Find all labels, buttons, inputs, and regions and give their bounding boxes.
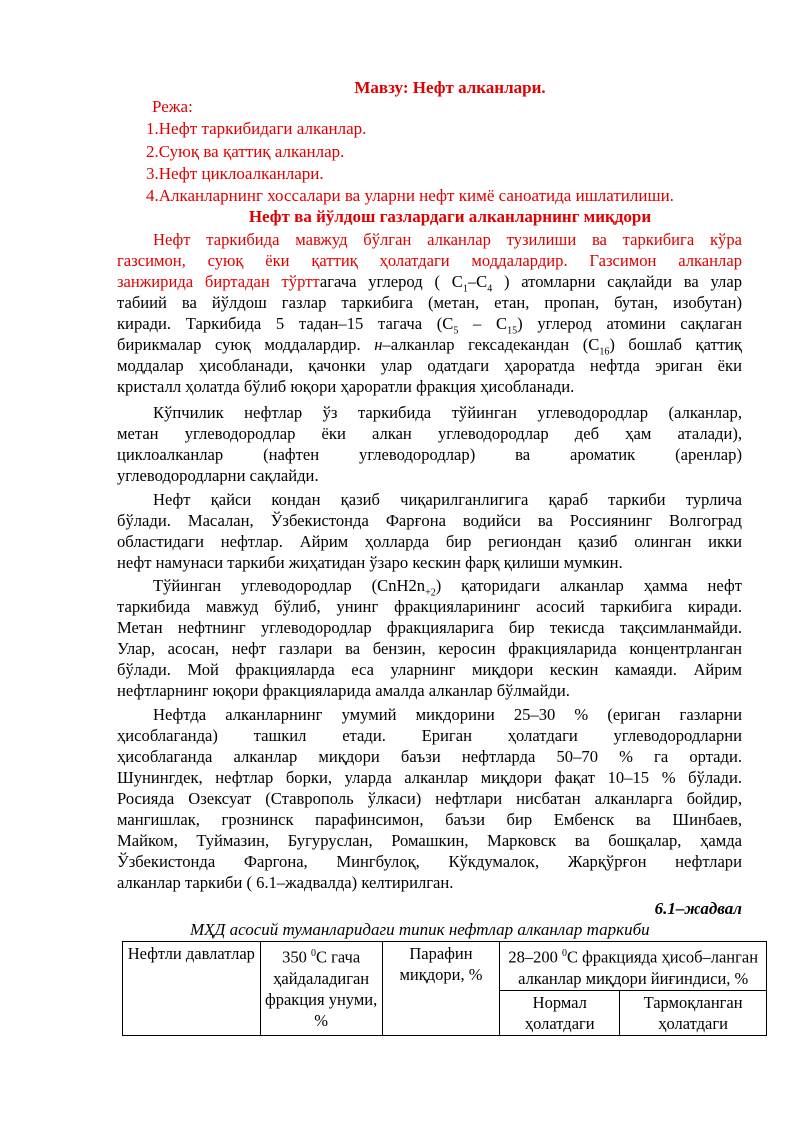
- header-branched: Тармоқланган ҳолатдаги: [620, 990, 767, 1035]
- paragraph-line: Улар, асосан, нефт газлари ва бензин, керосин фракцияларида концентрланган: [117, 639, 742, 658]
- paragraph-text: н: [374, 335, 383, 354]
- paragraph-line: таркибида мавжуд бўлиб, унинг фракцияларининг асосий таркибига киради.: [117, 597, 742, 616]
- paragraph-line: Шунингдек, нефтлар борки, уларда алканлар миқдори фақат 10–15 % бўлади.: [117, 768, 742, 787]
- page-title: Мавзу: Нефт алканлари.: [354, 78, 546, 97]
- paragraph-text: – C: [458, 314, 508, 333]
- paragraph-line: Майком, Туймазин, Бугуруслан, Ромашкин, Марковск ва бошқалар, ҳамда: [117, 831, 742, 850]
- subscript: +2: [425, 587, 436, 599]
- header-text: С гача ҳайдаладиган фракция унуми, %: [265, 947, 378, 1030]
- paragraph-text: Тўйинган углеводородлар (CnH2n: [153, 576, 426, 595]
- paragraph-line: Кўпчилик нефтлар ўз таркибида тўйинган углеводородлар (алканлар,: [153, 403, 742, 422]
- paragraph-line: областидаги нефтлар. Айрим ҳолларда бир региондан қазиб олинган икки: [117, 532, 742, 551]
- paragraph-line: Нефт таркибида мавжуд бўлган алканлар тузилиши ва таркибига кўра: [153, 230, 742, 249]
- paragraph-text: ) қаторидаги алканлар ҳамма нефт: [435, 576, 742, 595]
- plan-item: 1.Нефт таркибидаги алканлар.: [146, 119, 367, 138]
- paragraph-line: табиий ва йўлдош газлар таркибига (метан, етан, пропан, бутан, изобутан): [117, 293, 742, 312]
- paragraph-line: Нефт қайси кондан қазиб чиқарилганлигига қараб таркиби турлича: [153, 490, 742, 509]
- subscript: 16: [599, 346, 610, 358]
- paragraph-line: алканлар таркиби ( 6.1–жадвалда) келтирилган.: [117, 873, 454, 892]
- plan-item: 2.Суюқ ва қаттиқ алканлар.: [146, 142, 345, 161]
- header-paraffin: Парафин миқдори, %: [382, 942, 500, 1036]
- table-number: 6.1–жадвал: [654, 899, 742, 918]
- plan-item: 3.Нефт циклоалканлари.: [146, 164, 324, 183]
- paragraph-text: ) бошлаб қаттиқ: [609, 335, 742, 354]
- paragraph-line: Ўзбекистонда Фаргона, Мингбулоқ, Кўкдумалок, Жарқўрғон нефтлари: [117, 852, 742, 871]
- superscript: 0: [310, 948, 316, 959]
- paragraph-line: метан углеводородлар ёки алкан углеводородлар деб ҳам аталади),: [117, 424, 742, 443]
- header-alkanes-sum: [500, 942, 767, 991]
- paragraph-line: углеводородларни сақлайди.: [117, 466, 319, 485]
- paragraph-text: –C: [467, 272, 488, 291]
- section-title: Нефт ва йўлдош газлардаги алканларнинг миқдори: [248, 207, 652, 226]
- subscript: 5: [453, 325, 459, 337]
- paragraph-line: Метан нефтнинг углеводородлар фракцияларига бир текисда тақсимланмайди.: [117, 618, 742, 637]
- header-text: 350: [282, 947, 311, 967]
- paragraph-text: киради. Таркибида 5 тадан–15 тагача (C: [117, 314, 454, 333]
- plan-heading: Режа:: [152, 97, 193, 116]
- superscript: 0: [561, 948, 567, 959]
- paragraph-text: ) атомларни сақлайди ва улар: [492, 272, 742, 291]
- paragraph-line: кристалл ҳолатда бўлиб юқори ҳароратли фракция ҳисобланади.: [117, 377, 575, 396]
- paragraph-line: бўлади. Мой фракцияларда еса уларнинг миқдори кескин камаяди. Айрим: [117, 660, 742, 679]
- paragraph-text: ) углерод атомини сақлаган: [517, 314, 742, 333]
- header-text: 28–200: [508, 947, 562, 967]
- paragraph-line: мангишлак, грознинск парафинсимон, баъзи бир Ембенск ва Шинбаев,: [117, 810, 742, 829]
- plan-item: 4.Алканларнинг хоссалари ва уларни нефт кимё саноатида ишлатилиши.: [146, 186, 674, 205]
- paragraph-line: Росияда Озексуат (Ставрополь ўлкаси) нефтлари нисбатан алканларга бойдир,: [117, 789, 742, 808]
- table-caption: МҲД асосий туманларидаги типик нефтлар алканлар таркиби: [190, 920, 650, 939]
- paragraph-line: бўлади. Масалан, Ўзбекистонда Фарғона водийси ва Россиянинг Волгоград: [117, 511, 742, 530]
- paragraph-line: моддалар ҳисобланади, қачонки улар одатдаги ҳароратда нефтда эриган ёки: [117, 356, 742, 375]
- paragraph-line: газсимон, суюқ ёки қаттиқ ҳолатдаги моддалардир. Газсимон алканлар: [117, 251, 742, 270]
- paragraph-line: ҳисоблаганда алканлар миқдори баъзи нефтларда 50–70 % га ортади.: [117, 747, 742, 766]
- header-fraction-yield: [260, 942, 382, 1036]
- subscript: 15: [507, 325, 518, 337]
- paragraph-line: Нефтда алканларнинг умумий микдорини 25–30 % (ериган газларни: [153, 705, 742, 724]
- paragraph-line: нефт намунаси таркиби жиҳатидан ўзаро кескин фарқ қилиши мумкин.: [117, 553, 623, 572]
- paragraph-text: –алканлар гексадекандан (C: [382, 335, 600, 354]
- subscript: 1: [462, 283, 468, 295]
- paragraph-text: агача углерод ( C: [319, 272, 463, 291]
- header-countries: Нефтли давлатлар: [123, 942, 261, 1036]
- paragraph-text: бирикмалар суюқ моддалардир.: [117, 335, 375, 354]
- paragraph-text-red: занжирида биртадан тўртт: [117, 272, 320, 291]
- header-text: С фракцияда ҳисоб–ланган алканлар миқдори йиғиндиси, %: [518, 947, 759, 988]
- paragraph-line: нефтларнинг юқори фракцияларида амалда алканлар бўлмайди.: [117, 681, 570, 700]
- header-normal: Нормал ҳолатдаги: [500, 990, 620, 1035]
- alkanes-table: [122, 941, 767, 1036]
- subscript: 4: [487, 283, 493, 295]
- paragraph-line: ҳисоблаганда) ташкил етади. Ериган ҳолатдаги углеводородларни: [117, 726, 742, 745]
- paragraph-line: циклоалканлар (нафтен углеводородлар) ва ароматик (аренлар): [117, 445, 742, 464]
